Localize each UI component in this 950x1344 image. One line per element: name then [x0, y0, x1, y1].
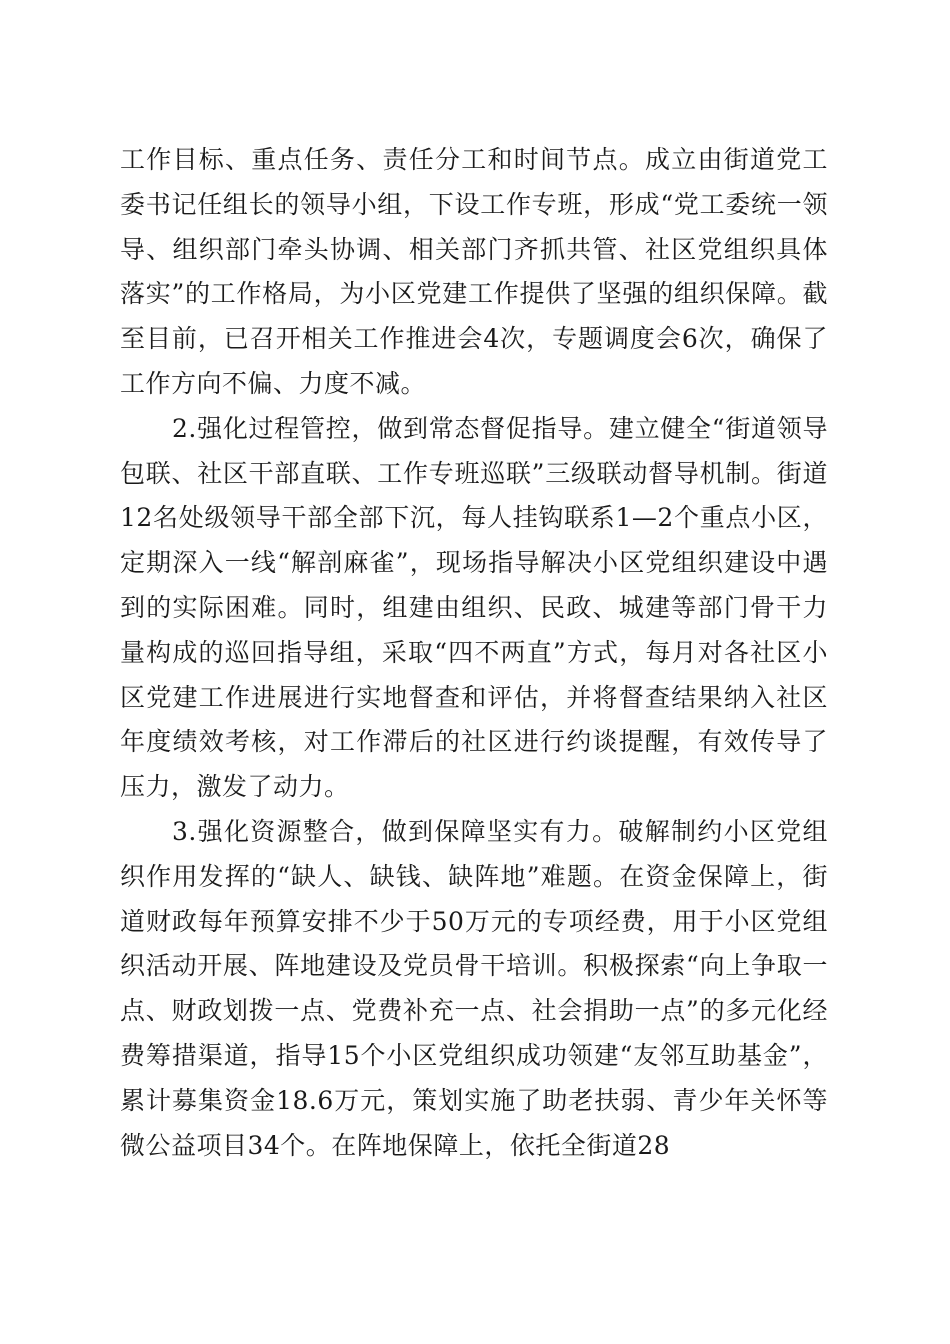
paragraph-continuation: 工作目标、重点任务、责任分工和时间节点。成立由街道党工委书记任组长的领导小组，下设工作专班，形成“党工委统一领导、组织部门牵头协调、相关部门齐抓共管、社区党组织具体落实”的工作格局，为小区党建工作提供了坚强的组织保障。截至目前，已召开相关工作推进会4次，专题调度会6次，确保了工作方向不偏、力度不减。: [120, 145, 828, 398]
paragraph-process-control: 2.强化过程管控，做到常态督促指导。建立健全“街道领导包联、社区干部直联、工作专班巡联”三级联动督导机制。街道12名处级领导干部全部下沉，每人挂钩联系1—2个重点小区，定期深入一线“解剖麻雀”，现场指导解决小区党组织建设中遇到的实际困难。同时，组建由组织、民政、城建等部门骨干力量构成的巡回指导组，采取“四不两直”方式，每月对各社区小区党建工作进展进行实地督查和评估，并将督查结果纳入社区年度绩效考核，对工作滞后的社区进行约谈提醒，有效传导了压力，激发了动力。: [120, 413, 828, 802]
document-body: [120, 138, 828, 1168]
paragraph-resource-integration: 3.强化资源整合，做到保障坚实有力。破解制约小区党组织作用发挥的“缺人、缺钱、缺阵地”难题。在资金保障上，街道财政每年预算安排不少于50万元的专项经费，用于小区党组织活动开展、阵地建设及党员骨干培训。积极探索“向上争取一点、财政划拨一点、党费补充一点、社会捐助一点”的多元化经费筹措渠道，指导15个小区党组织成功领建“友邻互助基金”，累计募集资金18.6万元，策划实施了助老扶弱、青少年关怀等微公益项目34个。在阵地保障上，依托全街道28: [120, 816, 828, 1160]
